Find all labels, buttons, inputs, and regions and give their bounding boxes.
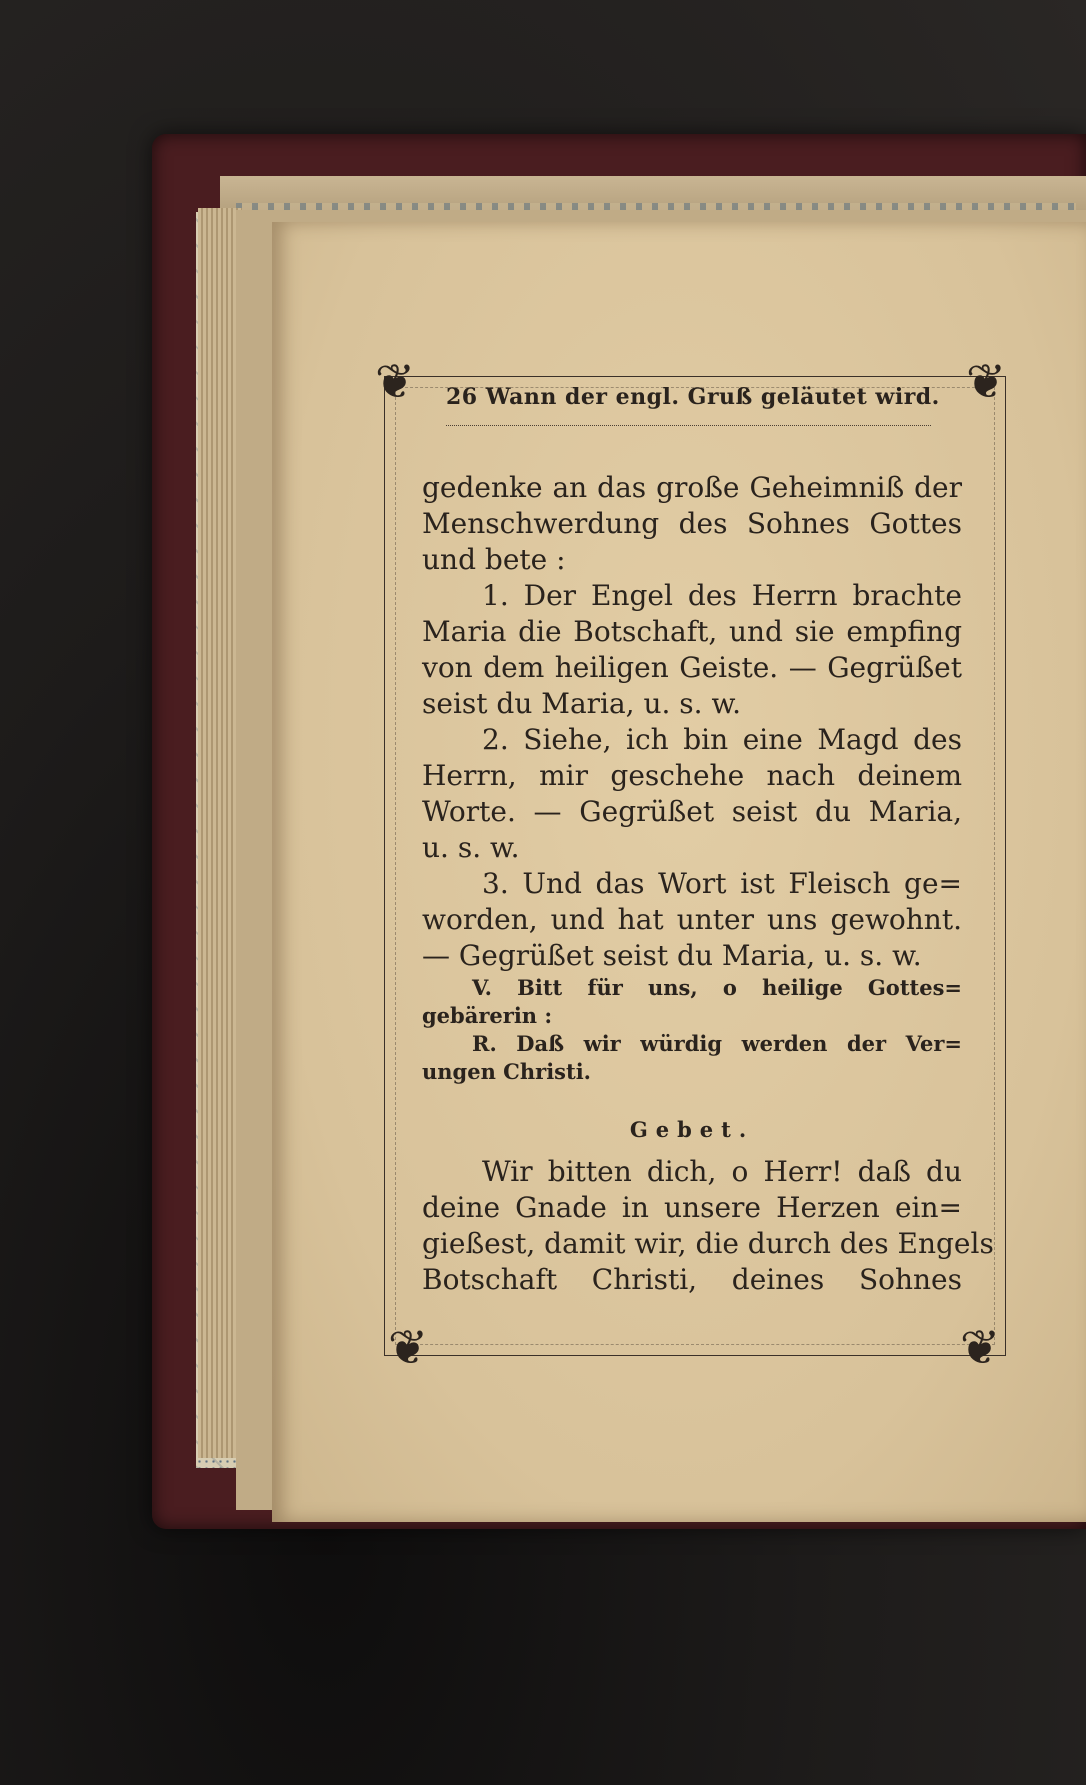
text-line: von dem heiligen Geiste. — Gegrüßet xyxy=(422,651,962,684)
page-number: 26 xyxy=(446,384,478,410)
prayer-heading: Gebet. xyxy=(629,1117,755,1142)
text-line: gießest, damit wir, die durch des Engels xyxy=(422,1227,994,1260)
text-line: und bete : xyxy=(422,543,566,576)
text-line: deine Gnade in unsere Herzen ein= xyxy=(422,1191,962,1224)
corner-ornament-icon: ❦ xyxy=(387,1320,429,1376)
response-line: R. Daß wir würdig werden der Ver= xyxy=(472,1031,962,1056)
versicle-line: gebärerin : xyxy=(422,1003,553,1028)
text-line: — Gegrüßet seist du Maria, u. s. w. xyxy=(422,939,922,972)
text-line: 1. Der Engel des Herrn brachte xyxy=(482,579,962,612)
corner-ornament-icon: ❦ xyxy=(959,1320,1001,1376)
text-line: Botschaft Christi, deines Sohnes xyxy=(422,1263,962,1296)
text-line: worden, und hat unter uns gewohnt. xyxy=(422,903,962,936)
versicle-line: V. Bitt für uns, o heilige Gottes= xyxy=(472,975,962,1000)
text-line: Worte. — Gegrüßet seist du Maria, xyxy=(422,795,962,828)
head-rule xyxy=(446,425,931,426)
text-line: gedenke an das große Geheimniß der xyxy=(422,471,962,504)
running-head-title: Wann der engl. Gruß geläutet wird. xyxy=(485,384,940,410)
page-body xyxy=(422,470,994,1298)
response-line: ungen Christi. xyxy=(422,1059,591,1084)
text-line: Maria die Botschaft, und sie empfing xyxy=(422,615,962,648)
text-line: Wir bitten dich, o Herr! daß du xyxy=(482,1155,962,1188)
corner-ornament-icon: ❦ xyxy=(965,354,1007,410)
running-head xyxy=(446,384,946,420)
text-line: u. s. w. xyxy=(422,831,520,864)
corner-ornament-icon: ❦ xyxy=(374,354,416,410)
text-line: Menschwerdung des Sohnes Gottes xyxy=(422,507,962,540)
text-line: 3. Und das Wort ist Fleisch ge= xyxy=(482,867,962,900)
text-line: 2. Siehe, ich bin eine Magd des xyxy=(482,723,962,756)
text-line: seist du Maria, u. s. w. xyxy=(422,687,742,720)
text-line: Herrn, mir geschehe nach deinem xyxy=(422,759,962,792)
